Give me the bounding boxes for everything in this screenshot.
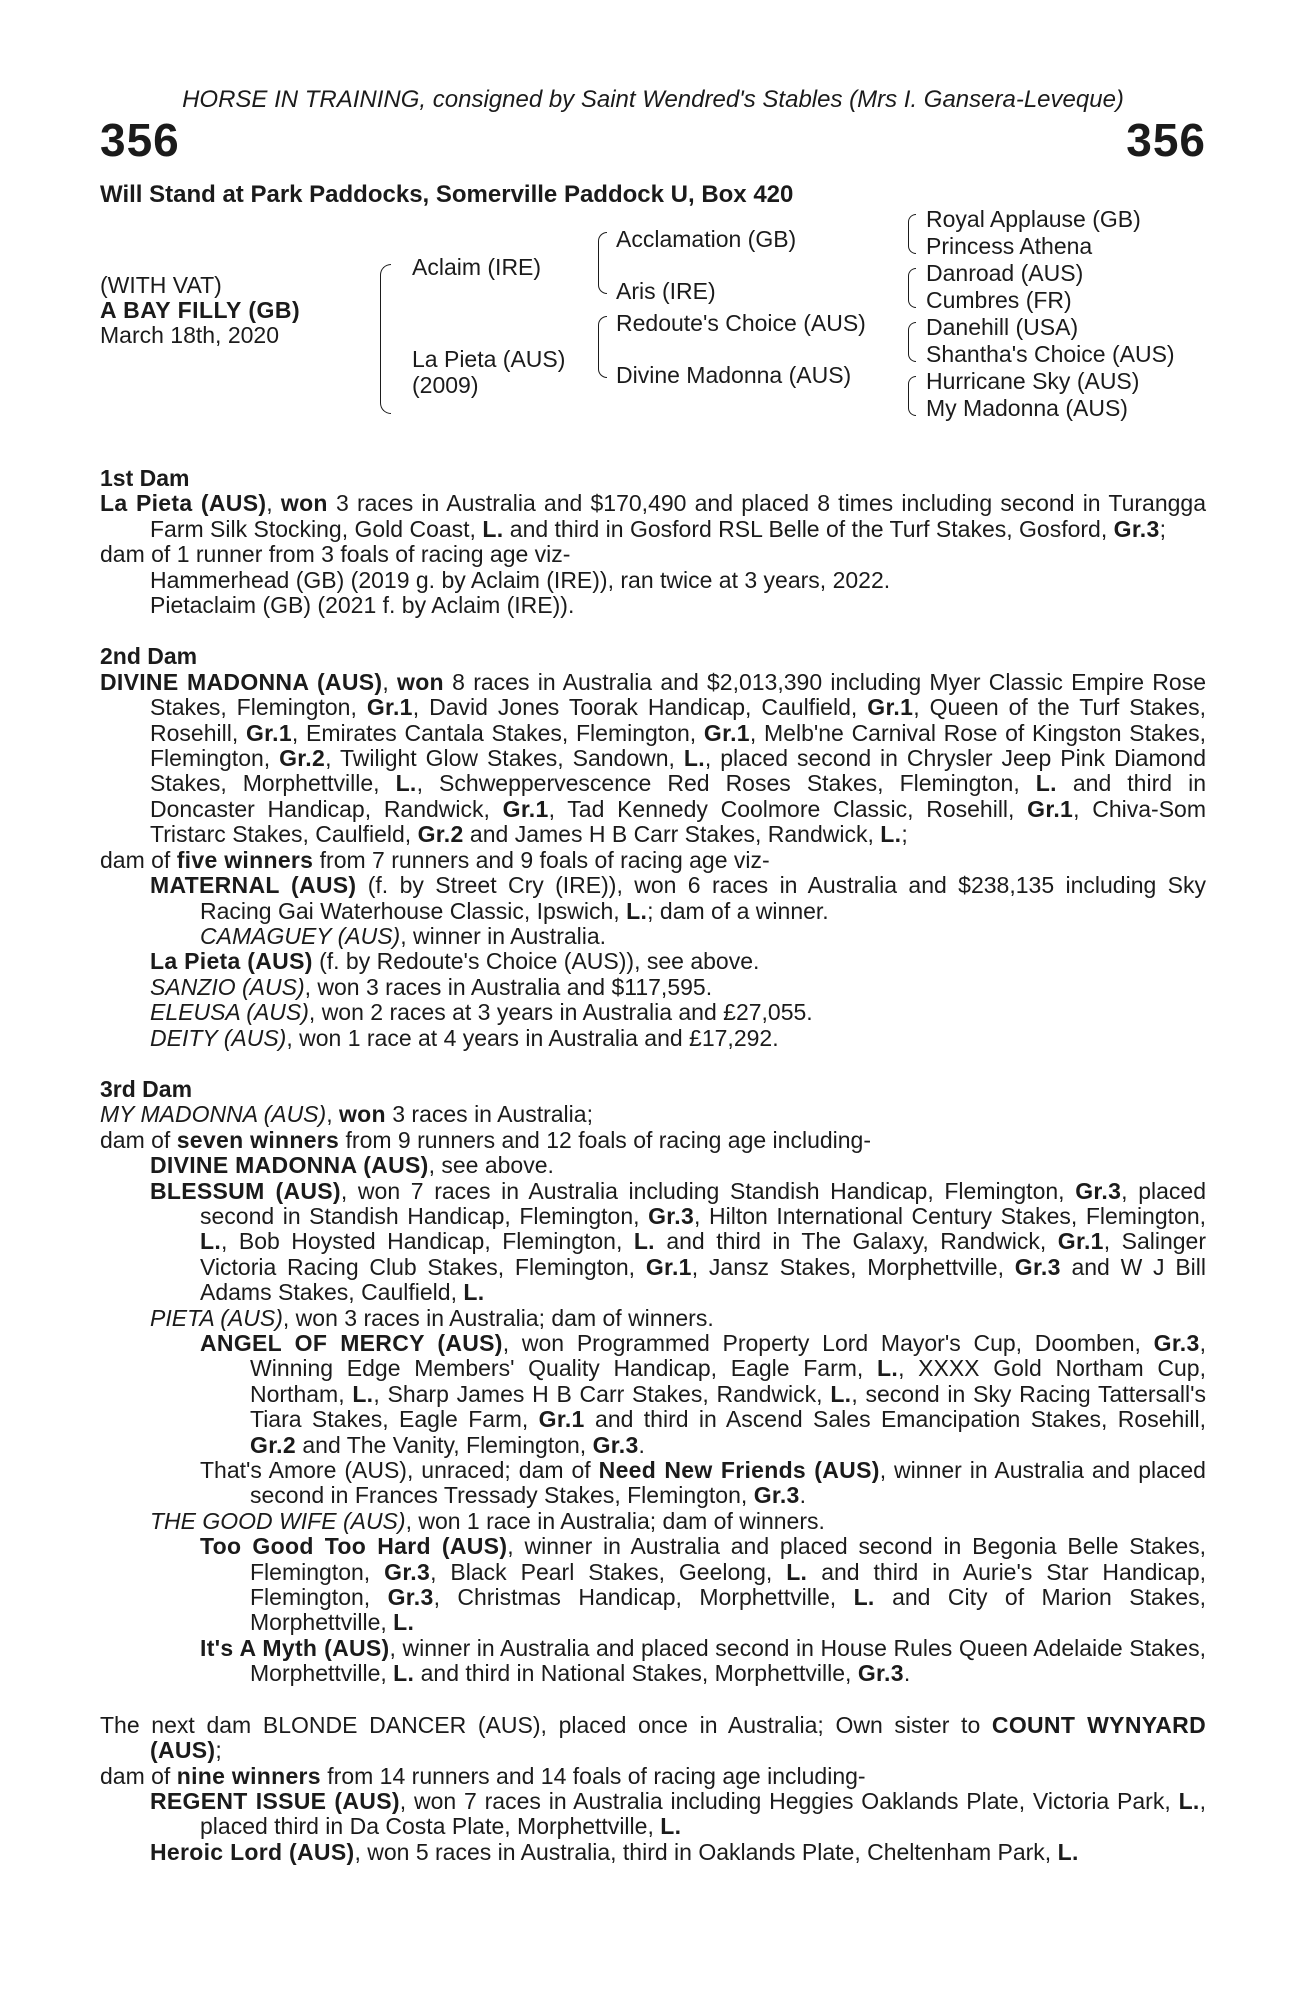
third-dam-summary — [100, 1128, 1206, 1153]
third-dam-record — [100, 1102, 1206, 1127]
grandsire-3: Danehill (USA) — [926, 314, 1079, 340]
record-text: , won 5 races in Australia, third in Oaklands Plate, Cheltenham Park, — [354, 1838, 1058, 1865]
listed-label: L. — [660, 1813, 682, 1840]
group-label: Gr.1 — [1027, 795, 1074, 822]
winners-count: nine winners — [176, 1762, 321, 1789]
listed-label: L. — [830, 1380, 852, 1407]
group-label: Gr.2 — [250, 1431, 296, 1458]
second-dam-heading: 2nd Dam — [100, 643, 198, 670]
progeny-name: DIVINE MADONNA (AUS) — [150, 1152, 429, 1179]
record-text: , won 7 races in Australia including Heggies Oaklands Plate, Victoria Park, — [399, 1787, 1179, 1814]
next-dam-section — [100, 1713, 1206, 1865]
summary-text: dam of — [100, 1762, 177, 1789]
sire-dam: Aris (IRE) — [616, 278, 716, 304]
summary-text: dam of — [100, 1126, 177, 1153]
progeny-name: Too Good Too Hard (AUS) — [200, 1533, 508, 1560]
group-label: Gr.3 — [1014, 1253, 1061, 1280]
summary-text: from 9 runners and 12 foals of racing age including- — [339, 1126, 872, 1153]
second-dam-record: DIVINE MADONNA (AUS), won 8 races in Australia and $2,013,390 including Myer Classic Empire Rose Stakes, Flemington, Gr.1, David Jones Toorak Handicap, Caulfield, Gr.1, Queen of the Turf Stakes, Rosehill, Gr.1, Emirates Cantala Stakes, Flemington, Gr.1, Melb'ne Carnival Rose of Kingston Stakes, Flemington, Gr.2, Twilight Glow Stakes, Sandown, L., placed second in Chrysler Jeep Pink Diamond Stakes, Morphettville, L., Schweppervescence Red Roses Stakes, Flemington, L. and third in Doncaster Handicap, Randwick, Gr.1, Tad Kennedy Coolmore Classic, Rosehill, Gr.1, Chiva-Som Tristarc Stakes, Caulfield, Gr.2 and James H B Carr Stakes, Randwick, L.; — [100, 668, 1206, 848]
record-text: , see above. — [428, 1152, 554, 1179]
group-label: Gr.3 — [1153, 1330, 1200, 1356]
first-dam-name: La Pieta (AUS) — [100, 490, 267, 517]
second-dam-section — [100, 644, 1206, 1051]
record-text: , won 3 races in Australia; dam of winners. — [282, 1304, 714, 1331]
sibling-name: COUNT WYNYARD (AUS) — [150, 1711, 1206, 1764]
progeny-line — [100, 1306, 1206, 1331]
group-label: Gr.3 — [387, 1584, 434, 1611]
first-dam-section — [100, 466, 1206, 618]
group-label: Gr.2 — [279, 745, 326, 772]
record-text: (f. by Street Cry (IRE)), won 6 races in Australia and $238,135 including Sky Racing Gai Waterhouse Classic, Ipswich, — [200, 872, 1206, 924]
record-text: and third in Gosford RSL Belle of the Turf Stakes, Gosford, — [503, 515, 1114, 542]
group-label: Gr.3 — [384, 1558, 431, 1585]
listed-label: L. — [786, 1558, 808, 1585]
horse-description: A BAY FILLY (GB) — [100, 297, 301, 323]
progeny-line: Hammerhead (GB) (2019 g. by Aclaim (IRE)), ran twice at 3 years, 2022. — [150, 566, 891, 593]
record-text: , Schweppervescence Red Roses Stakes, Flemington, — [416, 770, 1036, 797]
listed-label: L. — [395, 770, 417, 797]
record-text: , won Programmed Property Lord Mayor's Cup, Doomben, — [502, 1330, 1154, 1356]
group-label: Gr.3 — [1113, 515, 1160, 542]
group-label: Gr.1 — [245, 719, 292, 746]
second-dam-name: DIVINE MADONNA (AUS) — [100, 668, 383, 695]
third-dam-name: MY MADONNA (AUS) — [100, 1101, 327, 1128]
pedigree-table — [100, 206, 1206, 440]
record-text: 3 races in Australia; — [385, 1101, 593, 1128]
record-text: 3 races in Australia and $170,490 and placed 8 times including second in Turangga Farm Silk Stocking, Gold Coast, — [150, 490, 1206, 542]
progeny-name: ELEUSA (AUS) — [150, 999, 309, 1026]
pedigree-brace-g2 — [908, 268, 916, 308]
record-text: ; — [1159, 515, 1166, 542]
dam: La Pieta (AUS) — [412, 346, 566, 372]
record-text: , Twilight Glow Stakes, Sandown, — [325, 745, 684, 772]
group-label: Gr.1 — [703, 719, 750, 746]
record-text: and The Vanity, Flemington, — [295, 1431, 593, 1458]
progeny-line — [100, 1153, 1206, 1178]
group-label: Gr.1 — [645, 1253, 692, 1280]
record-text: The next dam BLONDE DANCER (AUS), placed once in Australia; Own sister to — [100, 1711, 992, 1738]
progeny-line — [100, 1179, 1206, 1306]
record-text: . — [638, 1431, 645, 1458]
record-text: That's Amore (AUS), unraced; dam of — [200, 1457, 599, 1484]
second-dam-summary — [100, 848, 1206, 873]
group-label: Gr.3 — [648, 1202, 695, 1229]
listed-label: L. — [463, 1279, 485, 1306]
record-text: , won 3 races in Australia and $117,595. — [304, 973, 713, 1000]
progeny-name: Need New Friends (AUS) — [598, 1457, 880, 1484]
group-label: Gr.3 — [857, 1660, 904, 1687]
record-text: , Emirates Cantala Stakes, Flemington, — [291, 719, 704, 746]
record-text: ; — [901, 821, 908, 848]
summary-text: from 14 runners and 14 foals of racing age including- — [320, 1762, 866, 1789]
record-text: , — [326, 1101, 339, 1128]
listed-label: L. — [1057, 1838, 1079, 1865]
listed-label: L. — [200, 1228, 222, 1255]
progeny-name: BLESSUM (AUS) — [150, 1177, 341, 1204]
progeny-name: Heroic Lord (AUS) — [150, 1838, 355, 1865]
listed-label: L. — [633, 1228, 655, 1255]
record-text: , Winning Edge Members' Quality Handicap, Eagle Farm, — [250, 1330, 1206, 1382]
grandsire-1: Royal Applause (GB) — [926, 206, 1141, 232]
listed-label: L. — [1178, 1787, 1200, 1814]
progeny-name: REGENT ISSUE (AUS) — [150, 1787, 400, 1814]
progeny-line — [100, 1000, 1206, 1025]
record-text: and W J Bill Adams Stakes, Caulfield, — [200, 1253, 1206, 1306]
progeny-name: MATERNAL (AUS) — [150, 872, 357, 899]
won-label: won — [280, 490, 328, 517]
grand-progeny-line — [100, 1636, 1206, 1687]
sire: Aclaim (IRE) — [412, 254, 542, 280]
summary-text: from 7 runners and 9 foals of racing age viz- — [313, 846, 770, 873]
granddam-3: Shantha's Choice (AUS) — [926, 341, 1175, 367]
granddam-1: Princess Athena — [926, 233, 1093, 259]
catalogue-page — [100, 86, 1206, 1865]
vat-note: (WITH VAT) — [100, 272, 222, 298]
group-label: Gr.3 — [1075, 1177, 1122, 1204]
third-dam-section — [100, 1077, 1206, 1687]
record-text: , David Jones Toorak Handicap, Caulfield, — [412, 694, 868, 721]
group-label: Gr.2 — [417, 821, 464, 848]
progeny-line — [100, 873, 1206, 924]
record-text: , placed second in Chrysler Jeep Pink Diamond Stakes, Morphettville, — [150, 745, 1206, 797]
listed-label: L. — [853, 1584, 875, 1611]
progeny-name: SANZIO (AUS) — [150, 973, 305, 1000]
won-label: won — [397, 668, 444, 695]
record-text: , Christmas Handicap, Morphettville, — [433, 1584, 854, 1611]
record-text: , Chiva-Som Tristarc Stakes, Caulfield, — [150, 795, 1206, 848]
record-text: ; — [215, 1737, 222, 1764]
consignment-line: HORSE IN TRAINING, consigned by Saint Wendred's Stables (Mrs I. Gansera-Leveque) — [182, 86, 1124, 113]
progeny-line — [100, 1026, 1206, 1051]
record-text: , second in Sky Racing Tattersall's Tiara Stakes, Eagle Farm, — [250, 1380, 1206, 1433]
summary-text: dam of — [100, 846, 177, 873]
group-label: Gr.1 — [1057, 1228, 1104, 1255]
record-text: , won 2 races at 3 years in Australia and £27,055. — [308, 999, 813, 1026]
progeny-name: ANGEL OF MERCY (AUS) — [200, 1330, 503, 1356]
grand-progeny-line — [100, 1331, 1206, 1458]
dam-dam: Divine Madonna (AUS) — [616, 362, 852, 388]
progeny-line: Pietaclaim (GB) (2021 f. by Aclaim (IRE)). — [150, 592, 575, 619]
record-text: and third in The Galaxy, Randwick, — [654, 1228, 1058, 1255]
first-dam-record: La Pieta (AUS), won 3 races in Australia and $170,490 and placed 8 times including second in Turangga Farm Silk Stocking, Gold Coast, L. and third in Gosford RSL Belle of the Turf Stakes, Gosford, Gr.3; — [100, 490, 1206, 542]
record-text: and third in Ascend Sales Emancipation Stakes, Rosehill, — [584, 1406, 1206, 1433]
progeny-name: La Pieta (AUS) — [150, 948, 313, 975]
record-text: , winner in Australia and placed second in House Rules Queen Adelaide Stakes, Morphettville, — [250, 1634, 1206, 1687]
progeny-name: CAMAGUEY (AUS) — [200, 922, 401, 949]
group-label: Gr.1 — [867, 694, 914, 721]
progeny-name: PIETA (AUS) — [150, 1304, 283, 1331]
granddam-4: My Madonna (AUS) — [926, 395, 1128, 421]
record-text: and third in National Stakes, Morphettville, — [414, 1660, 858, 1687]
record-text: (f. by Redoute's Choice (AUS)), see above. — [312, 948, 760, 975]
progeny-line — [100, 1840, 1206, 1865]
listed-label: L. — [482, 515, 504, 542]
record-text: and third in Aurie's Star Handicap, Flemington, — [250, 1558, 1207, 1611]
dam-sire: Redoute's Choice (AUS) — [616, 310, 866, 336]
grandsire-2: Danroad (AUS) — [926, 260, 1084, 286]
record-text: . — [903, 1660, 911, 1687]
record-text: , placed third in Da Costa Plate, Morphettville, — [200, 1787, 1206, 1840]
granddam-2: Cumbres (FR) — [926, 287, 1072, 313]
listed-label: L. — [1035, 770, 1057, 797]
record-text: , Sharp James H B Carr Stakes, Randwick, — [373, 1380, 831, 1407]
listed-label: L. — [393, 1660, 415, 1687]
foaling-date: March 18th, 2020 — [100, 322, 280, 348]
record-text: , Jansz Stakes, Morphettville, — [691, 1253, 1015, 1280]
progeny-name: THE GOOD WIFE (AUS) — [150, 1507, 406, 1534]
pedigree-brace-sire — [598, 232, 607, 294]
record-text: 8 races in Australia and $2,013,390 including Myer Classic Empire Rose Stakes, Flemington, — [150, 668, 1206, 721]
progeny-name: It's A Myth (AUS) — [200, 1634, 390, 1661]
group-label: Gr.3 — [753, 1482, 800, 1509]
next-dam-record — [100, 1713, 1206, 1764]
grandsire-4: Hurricane Sky (AUS) — [926, 368, 1140, 394]
record-text: . — [799, 1482, 807, 1509]
record-text: , Bob Hoysted Handicap, Flemington, — [221, 1228, 634, 1255]
third-dam-heading: 3rd Dam — [100, 1075, 193, 1102]
group-label: Gr.1 — [538, 1406, 585, 1433]
lot-number-row — [100, 114, 1206, 172]
listed-label: L. — [877, 1355, 899, 1382]
listed-label: L. — [352, 1380, 374, 1407]
won-label: won — [338, 1101, 386, 1128]
progeny-line — [100, 924, 1206, 949]
record-text: , Black Pearl Stakes, Geelong, — [430, 1558, 787, 1585]
first-dam-heading: 1st Dam — [100, 465, 190, 491]
grand-progeny-line — [100, 1534, 1206, 1636]
pedigree-brace-dam — [598, 316, 607, 378]
progeny-line — [100, 1789, 1206, 1840]
first-dam-summary: dam of 1 runner from 3 foals of racing age viz- — [100, 541, 571, 568]
winners-count: five winners — [176, 846, 314, 873]
listed-label: L. — [626, 897, 648, 924]
record-text: , XXXX Gold Northam Cup, Northam, — [250, 1355, 1206, 1407]
pedigree-brace-g4 — [908, 376, 916, 416]
group-label: Gr.1 — [502, 795, 549, 822]
record-text: , won 1 race in Australia; dam of winners. — [405, 1507, 825, 1534]
listed-label: L. — [683, 745, 705, 772]
pedigree-brace-g3 — [908, 322, 916, 362]
group-label: Gr.3 — [592, 1431, 639, 1458]
record-text: , Melb'ne Carnival Rose of Kingston Stakes, Flemington, — [150, 719, 1206, 772]
grand-progeny-line — [100, 1458, 1206, 1509]
pedigree-brace-main — [380, 264, 391, 414]
dam-year: (2009) — [412, 372, 479, 398]
record-text: , placed second in Standish Handicap, Flemington, — [200, 1177, 1206, 1229]
record-text: , won 7 races in Australia including Standish Handicap, Flemington, — [340, 1177, 1076, 1204]
record-text: , winner in Australia and placed second in Frances Tressady Stakes, Flemington, — [250, 1457, 1206, 1509]
progeny-name: DEITY (AUS) — [150, 1024, 287, 1051]
record-text: , Tad Kennedy Coolmore Classic, Rosehill, — [548, 795, 1028, 822]
lot-number-left: 356 — [100, 114, 180, 166]
record-text: , winner in Australia and placed second in Begonia Belle Stakes, Flemington, — [250, 1533, 1206, 1585]
winners-count: seven winners — [176, 1126, 340, 1153]
record-text: , Salinger Victoria Racing Club Stakes, Flemington, — [200, 1228, 1206, 1280]
record-text: , Hilton International Century Stakes, Flemington, — [694, 1202, 1206, 1229]
listed-label: L. — [880, 821, 902, 848]
progeny-line — [100, 975, 1206, 1000]
group-label: Gr.1 — [366, 694, 413, 721]
record-text: and City of Marion Stakes, Morphettville, — [250, 1584, 1206, 1636]
stand-location: Will Stand at Park Paddocks, Somerville Paddock U, Box 420 — [100, 181, 794, 208]
progeny-line — [100, 949, 1206, 974]
progeny-line — [100, 1509, 1206, 1534]
record-text: , won 1 race at 4 years in Australia and £17,292. — [286, 1024, 779, 1051]
record-text: and third in Doncaster Handicap, Randwick, — [150, 770, 1206, 822]
next-dam-summary — [100, 1764, 1206, 1789]
record-text: and James H B Carr Stakes, Randwick, — [463, 821, 881, 848]
pedigree-brace-g1 — [908, 214, 916, 254]
record-text: , Queen of the Turf Stakes, Rosehill, — [150, 694, 1206, 746]
lot-number-right: 356 — [1126, 114, 1206, 166]
listed-label: L. — [393, 1609, 415, 1636]
sire-sire: Acclamation (GB) — [616, 226, 797, 252]
record-text: ; dam of a winner. — [647, 897, 829, 924]
record-text: , winner in Australia. — [400, 922, 607, 949]
